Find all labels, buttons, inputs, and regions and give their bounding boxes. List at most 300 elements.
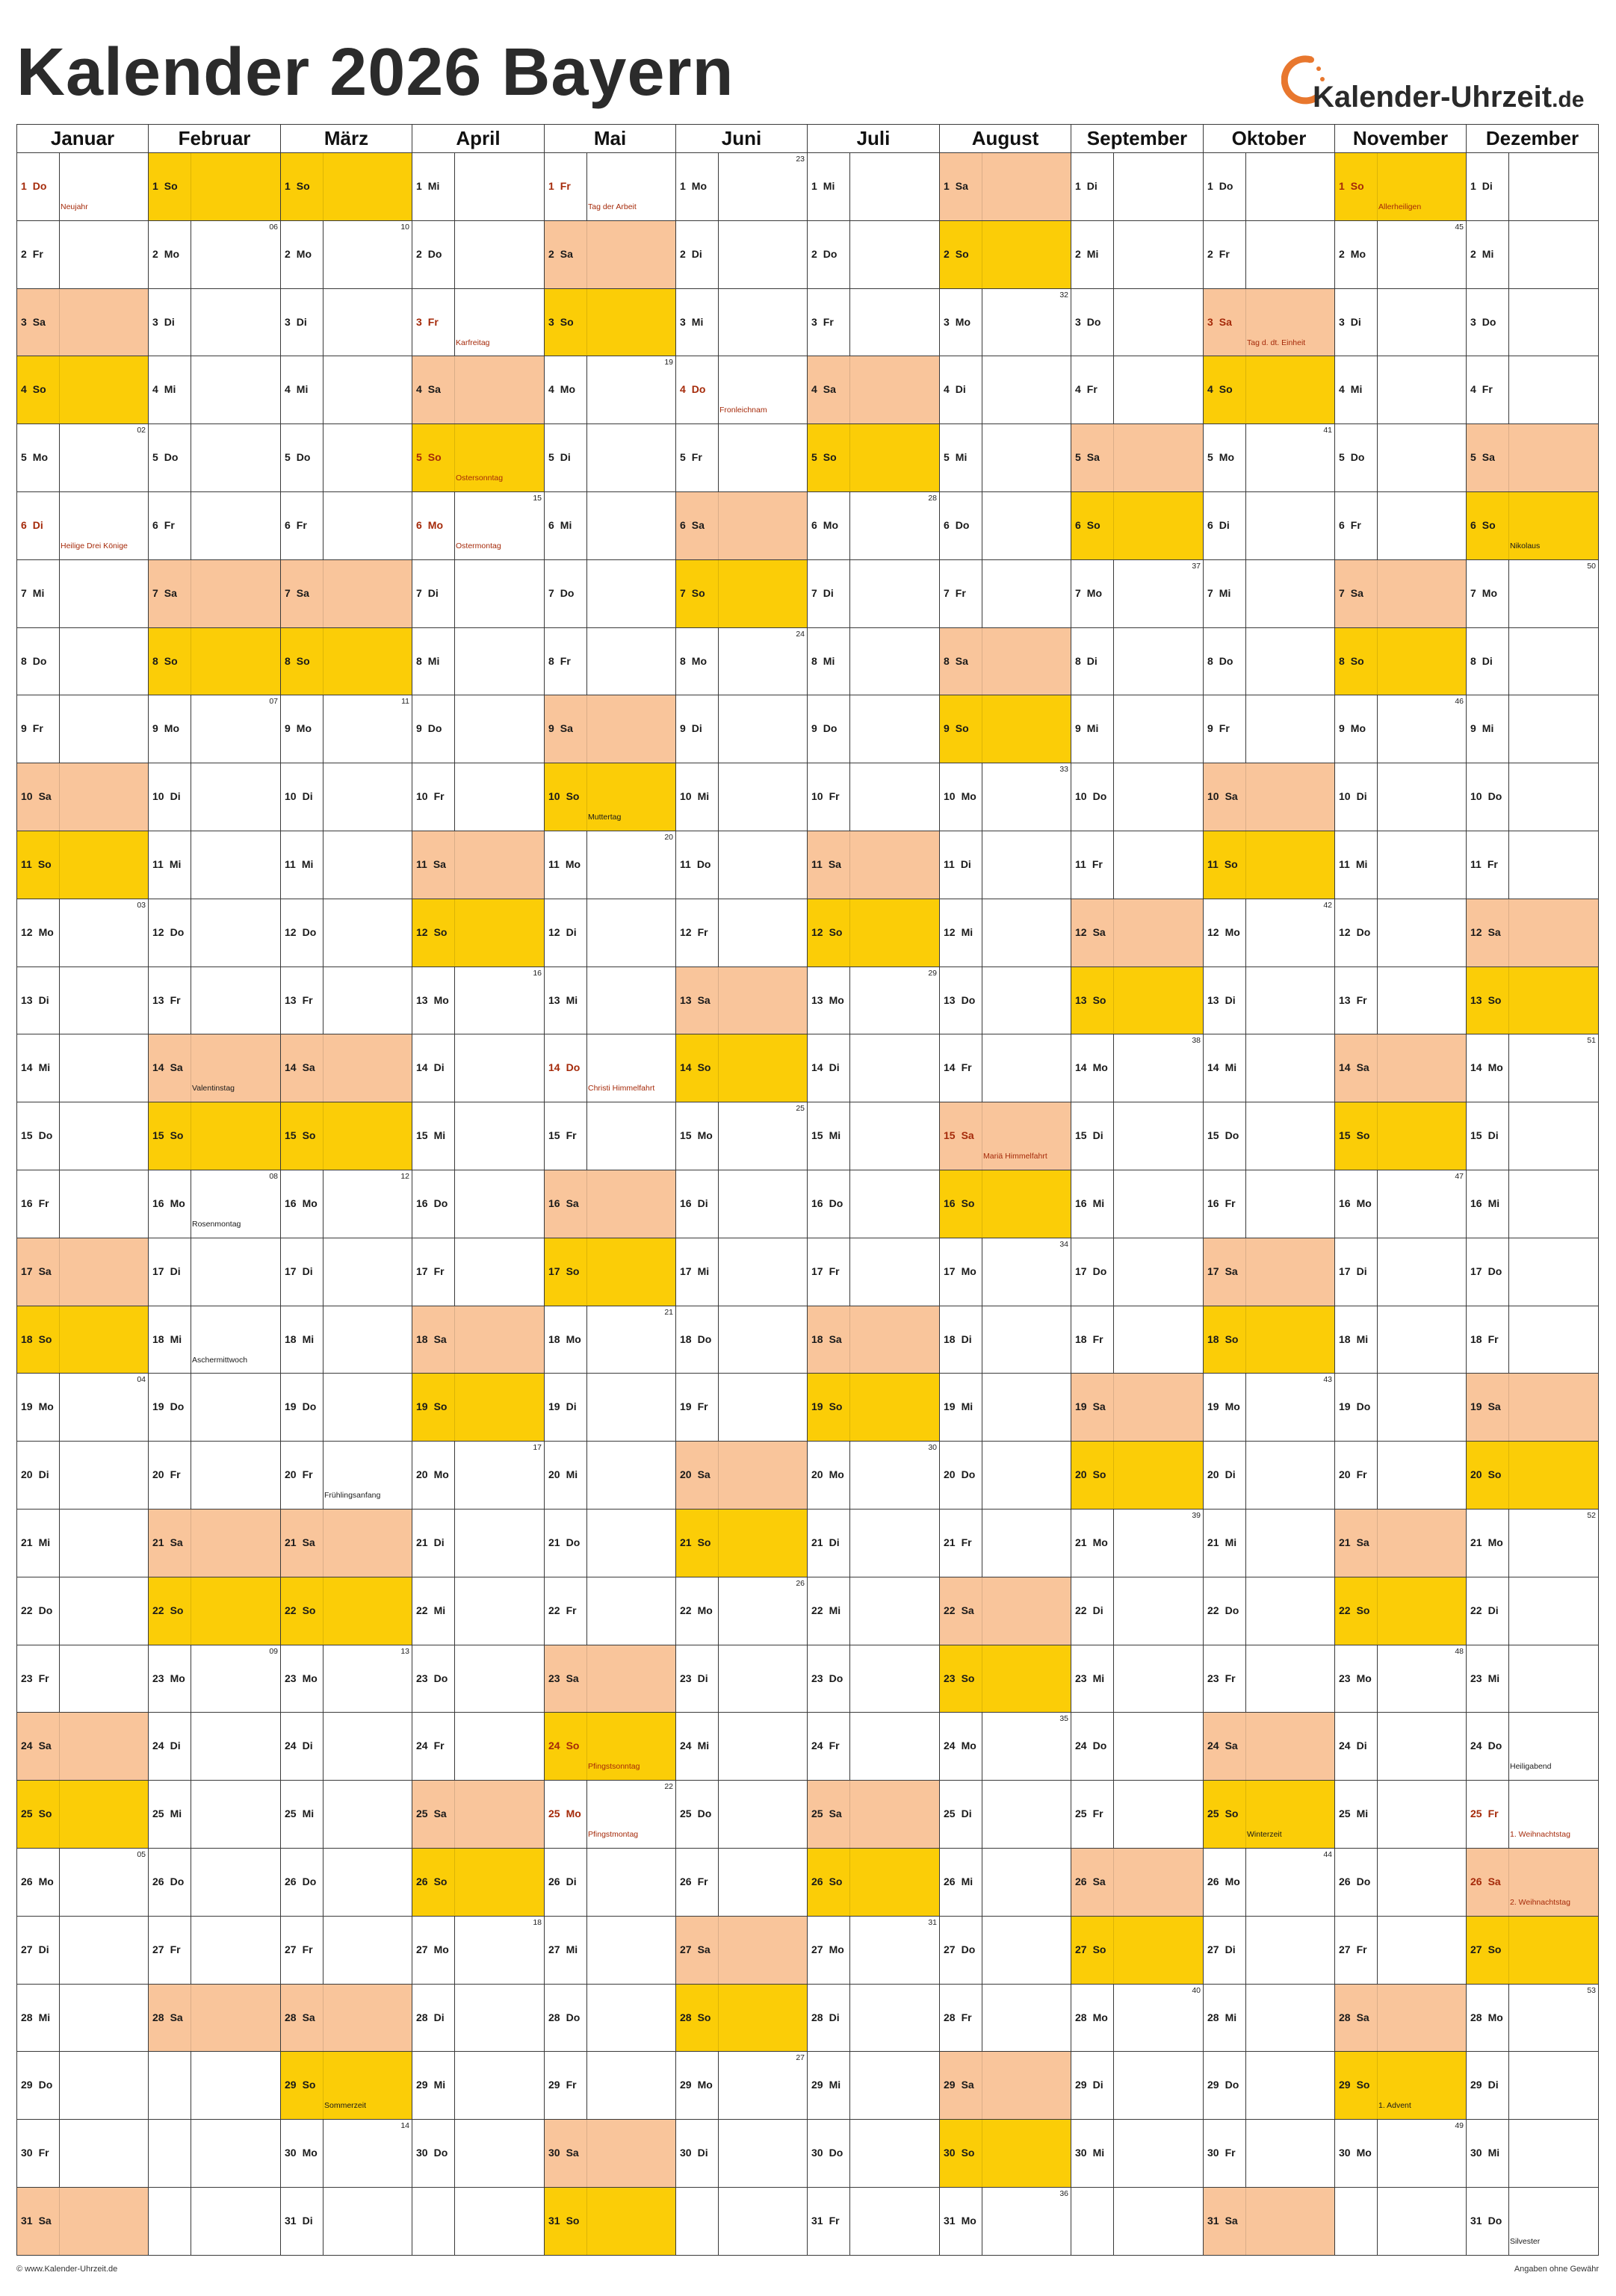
- day-cell[interactable]: [149, 289, 281, 356]
- day-cell[interactable]: [281, 1781, 412, 1849]
- day-cell[interactable]: [940, 1238, 1071, 1306]
- day-cell[interactable]: [676, 1034, 808, 1102]
- day-cell[interactable]: [1204, 1985, 1335, 2052]
- day-cell[interactable]: [1335, 1985, 1467, 2052]
- day-cell[interactable]: [149, 763, 281, 831]
- day-cell[interactable]: [1204, 899, 1335, 967]
- day-cell[interactable]: [940, 221, 1071, 289]
- day-cell[interactable]: [808, 1306, 940, 1374]
- day-cell[interactable]: [1467, 1238, 1599, 1306]
- day-cell[interactable]: [808, 1374, 940, 1442]
- day-cell[interactable]: [412, 695, 545, 763]
- day-cell[interactable]: [1335, 2052, 1467, 2120]
- day-cell[interactable]: [940, 1510, 1071, 1577]
- day-cell[interactable]: [1204, 424, 1335, 492]
- day-cell[interactable]: [545, 899, 676, 967]
- day-cell[interactable]: [412, 1442, 545, 1510]
- day-cell[interactable]: [940, 1034, 1071, 1102]
- day-cell[interactable]: [1467, 1849, 1599, 1917]
- day-cell[interactable]: [676, 1510, 808, 1577]
- day-cell[interactable]: [1467, 695, 1599, 763]
- day-cell[interactable]: [17, 763, 149, 831]
- day-cell[interactable]: [1204, 695, 1335, 763]
- day-cell[interactable]: [808, 1985, 940, 2052]
- day-cell[interactable]: [281, 1102, 412, 1170]
- day-cell[interactable]: [1335, 1577, 1467, 1645]
- day-cell[interactable]: [17, 1510, 149, 1577]
- day-cell[interactable]: [808, 2052, 940, 2120]
- day-cell[interactable]: [17, 1849, 149, 1917]
- day-cell[interactable]: [17, 1374, 149, 1442]
- day-cell[interactable]: [676, 560, 808, 628]
- day-cell[interactable]: [940, 831, 1071, 899]
- day-cell[interactable]: [1204, 1442, 1335, 1510]
- day-cell[interactable]: [545, 1849, 676, 1917]
- day-cell[interactable]: [1335, 1781, 1467, 1849]
- day-cell[interactable]: [412, 1781, 545, 1849]
- day-cell[interactable]: [17, 560, 149, 628]
- day-cell[interactable]: [281, 1170, 412, 1238]
- day-cell[interactable]: [1204, 1374, 1335, 1442]
- day-cell[interactable]: [545, 1170, 676, 1238]
- day-cell[interactable]: [1335, 1170, 1467, 1238]
- day-cell[interactable]: [1467, 628, 1599, 695]
- day-cell[interactable]: [808, 899, 940, 967]
- day-cell[interactable]: [808, 628, 940, 695]
- day-cell[interactable]: [17, 628, 149, 695]
- day-cell[interactable]: [149, 356, 281, 424]
- day-cell[interactable]: [149, 628, 281, 695]
- day-cell[interactable]: [1204, 1781, 1335, 1849]
- day-cell[interactable]: [1467, 1034, 1599, 1102]
- day-cell[interactable]: [1467, 1442, 1599, 1510]
- day-cell[interactable]: [412, 424, 545, 492]
- day-cell[interactable]: [545, 1102, 676, 1170]
- day-cell[interactable]: [940, 424, 1071, 492]
- day-cell[interactable]: [412, 2120, 545, 2188]
- day-cell[interactable]: [1204, 1645, 1335, 1713]
- day-cell[interactable]: [1204, 560, 1335, 628]
- day-cell[interactable]: [545, 2052, 676, 2120]
- day-cell[interactable]: [808, 831, 940, 899]
- day-cell[interactable]: [149, 1917, 281, 1985]
- day-cell[interactable]: [676, 1238, 808, 1306]
- day-cell[interactable]: [17, 289, 149, 356]
- day-cell[interactable]: [149, 153, 281, 221]
- day-cell[interactable]: [808, 356, 940, 424]
- day-cell[interactable]: [1335, 221, 1467, 289]
- day-cell[interactable]: [1071, 1442, 1204, 1510]
- day-cell[interactable]: [412, 2052, 545, 2120]
- day-cell[interactable]: [676, 899, 808, 967]
- day-cell[interactable]: [808, 2188, 940, 2256]
- day-cell[interactable]: [412, 763, 545, 831]
- day-cell[interactable]: [808, 1577, 940, 1645]
- day-cell[interactable]: [940, 763, 1071, 831]
- day-cell[interactable]: [281, 1238, 412, 1306]
- day-cell[interactable]: [940, 560, 1071, 628]
- day-cell[interactable]: [940, 967, 1071, 1034]
- day-cell[interactable]: [676, 1102, 808, 1170]
- day-cell[interactable]: [1204, 967, 1335, 1034]
- day-cell[interactable]: [545, 1577, 676, 1645]
- day-cell[interactable]: [149, 831, 281, 899]
- day-cell[interactable]: [17, 1034, 149, 1102]
- day-cell[interactable]: [149, 1781, 281, 1849]
- day-cell[interactable]: [940, 2120, 1071, 2188]
- day-cell[interactable]: [808, 1781, 940, 1849]
- day-cell[interactable]: [17, 967, 149, 1034]
- day-cell[interactable]: [808, 1102, 940, 1170]
- day-cell[interactable]: [808, 967, 940, 1034]
- day-cell[interactable]: [1467, 1577, 1599, 1645]
- day-cell[interactable]: [940, 1577, 1071, 1645]
- day-cell[interactable]: [281, 628, 412, 695]
- day-cell[interactable]: [808, 1917, 940, 1985]
- day-cell[interactable]: [808, 1713, 940, 1781]
- day-cell[interactable]: [1335, 1306, 1467, 1374]
- day-cell[interactable]: [1071, 763, 1204, 831]
- day-cell[interactable]: [412, 1374, 545, 1442]
- day-cell[interactable]: [17, 1645, 149, 1713]
- day-cell[interactable]: [1335, 424, 1467, 492]
- day-cell[interactable]: [1467, 2188, 1599, 2256]
- day-cell[interactable]: [1204, 153, 1335, 221]
- day-cell[interactable]: [1335, 1034, 1467, 1102]
- day-cell[interactable]: [149, 221, 281, 289]
- day-cell[interactable]: [808, 1645, 940, 1713]
- day-cell[interactable]: [1071, 1577, 1204, 1645]
- day-cell[interactable]: [1204, 1034, 1335, 1102]
- day-cell[interactable]: [1335, 763, 1467, 831]
- day-cell[interactable]: [676, 2120, 808, 2188]
- day-cell[interactable]: [1204, 1306, 1335, 1374]
- day-cell[interactable]: [1071, 2052, 1204, 2120]
- day-cell[interactable]: [281, 967, 412, 1034]
- day-cell[interactable]: [1335, 2120, 1467, 2188]
- day-cell[interactable]: [808, 424, 940, 492]
- day-cell[interactable]: [1467, 1917, 1599, 1985]
- day-cell[interactable]: [1467, 831, 1599, 899]
- day-cell[interactable]: [281, 1510, 412, 1577]
- day-cell[interactable]: [1335, 695, 1467, 763]
- day-cell[interactable]: [412, 1170, 545, 1238]
- day-cell[interactable]: [1071, 1374, 1204, 1442]
- day-cell[interactable]: [1335, 560, 1467, 628]
- day-cell[interactable]: [1204, 2120, 1335, 2188]
- day-cell[interactable]: [545, 289, 676, 356]
- day-cell[interactable]: [149, 1034, 281, 1102]
- day-cell[interactable]: [17, 356, 149, 424]
- day-cell[interactable]: [676, 424, 808, 492]
- day-cell[interactable]: [17, 2188, 149, 2256]
- day-cell[interactable]: [281, 899, 412, 967]
- day-cell[interactable]: [149, 1374, 281, 1442]
- day-cell[interactable]: [1335, 1713, 1467, 1781]
- day-cell[interactable]: [545, 2120, 676, 2188]
- day-cell[interactable]: [1335, 1102, 1467, 1170]
- brand-logo[interactable]: [1281, 52, 1585, 120]
- day-cell[interactable]: [412, 1034, 545, 1102]
- day-cell[interactable]: [940, 899, 1071, 967]
- day-cell[interactable]: [545, 695, 676, 763]
- day-cell[interactable]: [940, 695, 1071, 763]
- day-cell[interactable]: [1071, 221, 1204, 289]
- day-cell[interactable]: [676, 1645, 808, 1713]
- day-cell[interactable]: [808, 695, 940, 763]
- day-cell[interactable]: [149, 424, 281, 492]
- day-cell[interactable]: [676, 153, 808, 221]
- day-cell[interactable]: [17, 2120, 149, 2188]
- day-cell[interactable]: [281, 1577, 412, 1645]
- day-cell[interactable]: [1467, 424, 1599, 492]
- day-cell[interactable]: [281, 356, 412, 424]
- day-cell[interactable]: [412, 831, 545, 899]
- day-cell[interactable]: [412, 899, 545, 967]
- day-cell[interactable]: [149, 1170, 281, 1238]
- day-cell[interactable]: [281, 1713, 412, 1781]
- day-cell[interactable]: [808, 763, 940, 831]
- day-cell[interactable]: [412, 1577, 545, 1645]
- day-cell[interactable]: [1467, 289, 1599, 356]
- day-cell[interactable]: [281, 560, 412, 628]
- day-cell[interactable]: [940, 2188, 1071, 2256]
- day-cell[interactable]: [940, 1849, 1071, 1917]
- day-cell[interactable]: [808, 221, 940, 289]
- day-cell[interactable]: [149, 1645, 281, 1713]
- day-cell[interactable]: [17, 1577, 149, 1645]
- day-cell[interactable]: [1204, 628, 1335, 695]
- day-cell[interactable]: [17, 1781, 149, 1849]
- day-cell[interactable]: [1335, 628, 1467, 695]
- day-cell[interactable]: [149, 492, 281, 560]
- day-cell[interactable]: [940, 1306, 1071, 1374]
- day-cell[interactable]: [1467, 1713, 1599, 1781]
- day-cell[interactable]: [1467, 492, 1599, 560]
- day-cell[interactable]: [149, 1102, 281, 1170]
- day-cell[interactable]: [1467, 1102, 1599, 1170]
- day-cell[interactable]: [940, 2052, 1071, 2120]
- day-cell[interactable]: [17, 221, 149, 289]
- day-cell[interactable]: [412, 153, 545, 221]
- day-cell[interactable]: [676, 967, 808, 1034]
- day-cell[interactable]: [17, 831, 149, 899]
- day-cell[interactable]: [149, 695, 281, 763]
- day-cell[interactable]: [17, 492, 149, 560]
- day-cell[interactable]: [1467, 899, 1599, 967]
- day-cell[interactable]: [1204, 831, 1335, 899]
- day-cell[interactable]: [545, 967, 676, 1034]
- day-cell[interactable]: [940, 628, 1071, 695]
- day-cell[interactable]: [940, 356, 1071, 424]
- day-cell[interactable]: [676, 221, 808, 289]
- day-cell[interactable]: [412, 1849, 545, 1917]
- day-cell[interactable]: [1204, 1238, 1335, 1306]
- day-cell[interactable]: [545, 492, 676, 560]
- day-cell[interactable]: [1071, 1306, 1204, 1374]
- day-cell[interactable]: [1467, 2052, 1599, 2120]
- day-cell[interactable]: [545, 2188, 676, 2256]
- day-cell[interactable]: [1467, 356, 1599, 424]
- day-cell[interactable]: [1335, 831, 1467, 899]
- day-cell[interactable]: [676, 1374, 808, 1442]
- day-cell[interactable]: [412, 289, 545, 356]
- day-cell[interactable]: [1071, 153, 1204, 221]
- day-cell[interactable]: [1204, 1849, 1335, 1917]
- day-cell[interactable]: [1467, 967, 1599, 1034]
- day-cell[interactable]: [17, 153, 149, 221]
- day-cell[interactable]: [545, 763, 676, 831]
- day-cell[interactable]: [545, 1781, 676, 1849]
- day-cell[interactable]: [17, 1102, 149, 1170]
- day-cell[interactable]: [149, 1849, 281, 1917]
- day-cell[interactable]: [808, 153, 940, 221]
- day-cell[interactable]: [1467, 1170, 1599, 1238]
- day-cell[interactable]: [545, 1442, 676, 1510]
- day-cell[interactable]: [1204, 356, 1335, 424]
- day-cell[interactable]: [545, 1034, 676, 1102]
- day-cell[interactable]: [1071, 560, 1204, 628]
- day-cell[interactable]: [149, 1510, 281, 1577]
- day-cell[interactable]: [1071, 492, 1204, 560]
- day-cell[interactable]: [940, 1170, 1071, 1238]
- day-cell[interactable]: [412, 1917, 545, 1985]
- day-cell[interactable]: [1204, 1917, 1335, 1985]
- day-cell[interactable]: [412, 1510, 545, 1577]
- day-cell[interactable]: [1071, 1034, 1204, 1102]
- day-cell[interactable]: [1071, 424, 1204, 492]
- day-cell[interactable]: [17, 1985, 149, 2052]
- day-cell[interactable]: [149, 899, 281, 967]
- day-cell[interactable]: [17, 2052, 149, 2120]
- day-cell[interactable]: [808, 1170, 940, 1238]
- day-cell[interactable]: [808, 1238, 940, 1306]
- day-cell[interactable]: [281, 1034, 412, 1102]
- day-cell[interactable]: [808, 1510, 940, 1577]
- day-cell[interactable]: [17, 1442, 149, 1510]
- day-cell[interactable]: [412, 1713, 545, 1781]
- day-cell[interactable]: [1071, 899, 1204, 967]
- day-cell[interactable]: [281, 2188, 412, 2256]
- day-cell[interactable]: [545, 560, 676, 628]
- day-cell[interactable]: [545, 1510, 676, 1577]
- day-cell[interactable]: [1204, 2188, 1335, 2256]
- day-cell[interactable]: [1071, 1713, 1204, 1781]
- day-cell[interactable]: [1071, 289, 1204, 356]
- day-cell[interactable]: [940, 289, 1071, 356]
- day-cell[interactable]: [545, 221, 676, 289]
- day-cell[interactable]: [545, 356, 676, 424]
- day-cell[interactable]: [1071, 967, 1204, 1034]
- day-cell[interactable]: [545, 1645, 676, 1713]
- day-cell[interactable]: [412, 1306, 545, 1374]
- day-cell[interactable]: [281, 1917, 412, 1985]
- day-cell[interactable]: [1335, 1849, 1467, 1917]
- day-cell[interactable]: [1467, 1374, 1599, 1442]
- day-cell[interactable]: [149, 1306, 281, 1374]
- day-cell[interactable]: [412, 560, 545, 628]
- day-cell[interactable]: [1071, 2120, 1204, 2188]
- day-cell[interactable]: [545, 1306, 676, 1374]
- day-cell[interactable]: [1467, 1645, 1599, 1713]
- day-cell[interactable]: [17, 1306, 149, 1374]
- day-cell[interactable]: [281, 1849, 412, 1917]
- day-cell[interactable]: [1335, 1442, 1467, 1510]
- day-cell[interactable]: [281, 424, 412, 492]
- day-cell[interactable]: [676, 1985, 808, 2052]
- day-cell[interactable]: [545, 1713, 676, 1781]
- day-cell[interactable]: [545, 424, 676, 492]
- day-cell[interactable]: [1335, 356, 1467, 424]
- day-cell[interactable]: [545, 831, 676, 899]
- day-cell[interactable]: [676, 628, 808, 695]
- day-cell[interactable]: [676, 831, 808, 899]
- day-cell[interactable]: [1071, 1985, 1204, 2052]
- day-cell[interactable]: [940, 1713, 1071, 1781]
- day-cell[interactable]: [676, 763, 808, 831]
- day-cell[interactable]: [545, 153, 676, 221]
- day-cell[interactable]: [149, 1238, 281, 1306]
- day-cell[interactable]: [676, 2052, 808, 2120]
- day-cell[interactable]: [149, 1442, 281, 1510]
- day-cell[interactable]: [676, 1713, 808, 1781]
- day-cell[interactable]: [1071, 1170, 1204, 1238]
- day-cell[interactable]: [940, 1985, 1071, 2052]
- day-cell[interactable]: [1467, 763, 1599, 831]
- day-cell[interactable]: [412, 356, 545, 424]
- day-cell[interactable]: [1335, 289, 1467, 356]
- day-cell[interactable]: [545, 1985, 676, 2052]
- day-cell[interactable]: [676, 1442, 808, 1510]
- day-cell[interactable]: [412, 492, 545, 560]
- day-cell[interactable]: [1204, 492, 1335, 560]
- day-cell[interactable]: [1204, 2052, 1335, 2120]
- day-cell[interactable]: [676, 289, 808, 356]
- day-cell[interactable]: [149, 967, 281, 1034]
- day-cell[interactable]: [281, 2120, 412, 2188]
- day-cell[interactable]: [808, 492, 940, 560]
- day-cell[interactable]: [808, 560, 940, 628]
- day-cell[interactable]: [1071, 1849, 1204, 1917]
- day-cell[interactable]: [281, 221, 412, 289]
- day-cell[interactable]: [940, 492, 1071, 560]
- day-cell[interactable]: [281, 153, 412, 221]
- day-cell[interactable]: [1335, 492, 1467, 560]
- day-cell[interactable]: [1071, 1781, 1204, 1849]
- day-cell[interactable]: [1467, 560, 1599, 628]
- day-cell[interactable]: [808, 1849, 940, 1917]
- day-cell[interactable]: [940, 1917, 1071, 1985]
- day-cell[interactable]: [808, 2120, 940, 2188]
- day-cell[interactable]: [676, 1577, 808, 1645]
- day-cell[interactable]: [1335, 1374, 1467, 1442]
- day-cell[interactable]: [1335, 1238, 1467, 1306]
- day-cell[interactable]: [17, 424, 149, 492]
- day-cell[interactable]: [1071, 1645, 1204, 1713]
- day-cell[interactable]: [1204, 221, 1335, 289]
- day-cell[interactable]: [545, 628, 676, 695]
- day-cell[interactable]: [1071, 831, 1204, 899]
- day-cell[interactable]: [1467, 1985, 1599, 2052]
- day-cell[interactable]: [1071, 1238, 1204, 1306]
- day-cell[interactable]: [1071, 356, 1204, 424]
- day-cell[interactable]: [940, 1374, 1071, 1442]
- day-cell[interactable]: [412, 967, 545, 1034]
- day-cell[interactable]: [412, 1102, 545, 1170]
- day-cell[interactable]: [1335, 967, 1467, 1034]
- day-cell[interactable]: [676, 1781, 808, 1849]
- day-cell[interactable]: [412, 1985, 545, 2052]
